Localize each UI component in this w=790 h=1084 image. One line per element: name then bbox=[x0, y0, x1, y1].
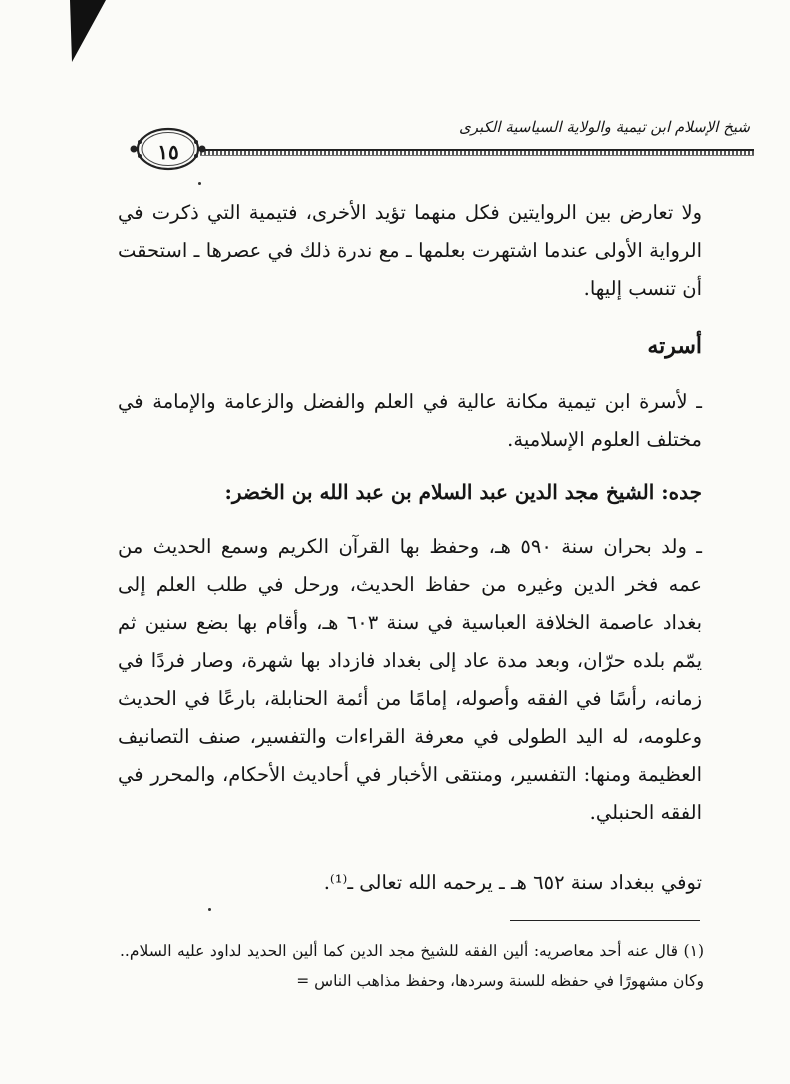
speck-mark bbox=[208, 908, 211, 911]
family-paragraph: ـ لأسرة ابن تيمية مكانة عالية في العلم والفضل والزعامة والإمامة في مختلف العلوم الإسلامية. bbox=[118, 390, 702, 451]
footnote-separator bbox=[510, 920, 700, 921]
header-ornamental-rule bbox=[200, 149, 754, 156]
speck-mark bbox=[198, 182, 201, 185]
page-number: ١٥ bbox=[157, 140, 179, 164]
death-line: توفي ببغداد سنة ٦٥٢ هـ ـ يرحمه الله تعالى ـ⁽¹⁾. bbox=[323, 871, 702, 894]
section-heading: أسرته bbox=[647, 333, 702, 359]
grandfather-paragraph: ـ ولد بحران سنة ٥٩٠ هـ، وحفظ بها القرآن الكريم وسمع الحديث من عمه فخر الدين وغيره من حفاظ الحديث، ورحل في طلب العلم إلى بغداد عاصمة الخلافة العباسية في سنة ٦٠٣ هـ، وأقام بها بضع سنين ثم يمّم بلده حرّان، وبعد مدة عاد إلى بغداد فازداد بها شهرة، وصار فردًا في زمانه، رأسًا في الفقه وأصوله، إمامًا من أئمة الحنابلة، بارعًا في الحديث وعلومه، له اليد الطولى في معرفة القراءات والتفسير، صنف التصانيف العظيمة ومنها: التفسير، ومنتقى الأخبار في أحاديث الأحكام، والمحرر في الفقه الحنبلي. bbox=[118, 535, 702, 824]
running-header-title: شيخ الإسلام ابن تيمية والولاية السياسية الكبرى bbox=[458, 118, 750, 136]
corner-fold-mark bbox=[0, 0, 110, 80]
intro-paragraph: ولا تعارض بين الروايتين فكل منهما تؤيد الأخرى، فتيمية التي ذكرت في الرواية الأولى عندما اشتهرت بعلمها ـ مع ندرة ذلك في عصرها ـ استحقت أن تنسب إليها. bbox=[118, 201, 702, 300]
grandfather-heading: جده: الشيخ مجد الدين عبد السلام بن عبد الله بن الخضر: bbox=[224, 480, 702, 504]
footnote: (١) قال عنه أحد معاصريه: ألين الفقه للشيخ مجد الدين كما ألين الحديد لداود عليه السلام.. وكان مشهورًا في حفظه للسنة وسردها، وحفظ مذاهب الناس = bbox=[120, 942, 704, 990]
